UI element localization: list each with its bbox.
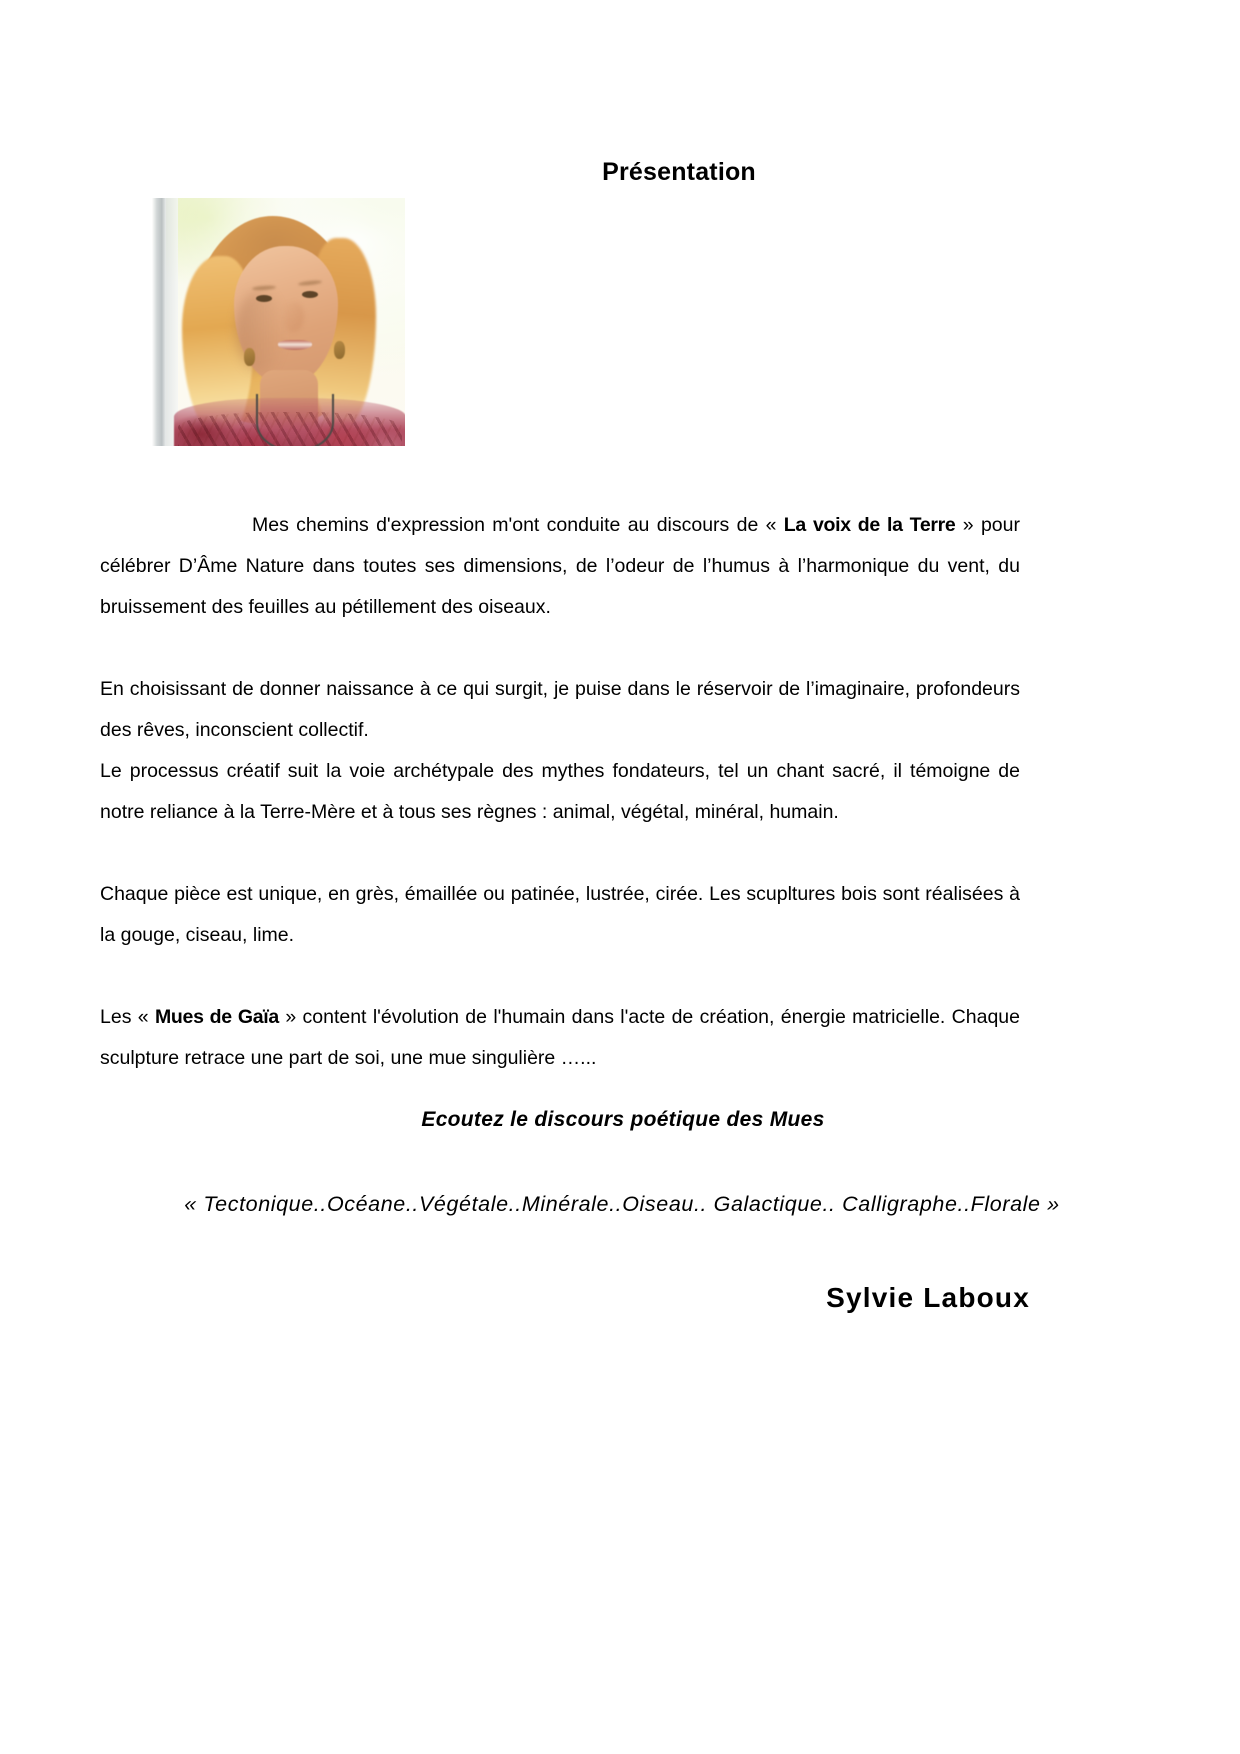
run-text: Les «: [100, 1006, 155, 1028]
signature-name: Sylvie Laboux: [826, 1282, 1030, 1313]
paragraph-spacer: [100, 628, 1020, 669]
emphasis-mues-de-gaia: Mues de Gaïa: [154, 1006, 279, 1028]
paragraph-spacer: [100, 833, 1020, 874]
earring-right: [334, 341, 345, 359]
body-text-block: [100, 505, 1020, 1079]
ecoutez-heading: Ecoutez le discours poétique des Mues: [421, 1108, 825, 1131]
paragraph-intro: [100, 505, 1020, 628]
run-text: Mes chemins d'expression m'ont conduite au discours de «: [252, 514, 784, 536]
emphasis-la-voix-de-la-terre: La voix de la Terre: [783, 514, 956, 536]
portrait-photo-image: [152, 198, 405, 446]
window-frame-strip: [152, 198, 166, 446]
eye-left: [256, 295, 272, 302]
paragraph-processus: [100, 751, 1020, 833]
mouth-shape: [278, 340, 312, 350]
paragraph-spacer: [100, 956, 1020, 997]
run-text: Chaque pièce est unique, en grès, émaillée ou patinée, lustrée, cirée. Les scupltures bois sont réalisées à la gouge, ciseau, lime.: [100, 883, 1020, 946]
poem-line: « Tectonique..Océane..Végétale..Minérale..Oiseau.. Galactique.. Calligraphe..Florale »: [184, 1192, 1060, 1216]
run-text: » content l'évolution de l'humain dans l'acte de création, énergie matricielle. Chaque sculpture retrace une part de soi, une mue singulière …...: [100, 1006, 1020, 1069]
paragraph-mues: [100, 997, 1020, 1079]
necklace-shape: [256, 394, 334, 446]
paragraph-imaginaire: [100, 669, 1020, 751]
eye-right: [302, 291, 318, 298]
page-title: Présentation: [602, 158, 756, 186]
earring-left: [244, 348, 255, 366]
run-text: » pour célébrer D’Âme Nature dans toutes ses dimensions, de l’odeur de l’humus à l’harmonique du vent, du bruissement des feuilles au pétillement des oiseaux.: [100, 514, 1020, 618]
portrait-photo: [152, 198, 405, 446]
paragraph-pieces: [100, 874, 1020, 956]
run-text: Le processus créatif suit la voie archétypale des mythes fondateurs, tel un chant sacré, il témoigne de notre reliance à la Terre-Mère et à tous ses règnes : animal, végétal, minéral, humain.: [100, 760, 1020, 823]
run-text: En choisissant de donner naissance à ce qui surgit, je puise dans le réservoir de l’imaginaire, profondeurs des rêves, inconscient collectif.: [100, 678, 1020, 741]
window-frame-strip-inner: [166, 198, 178, 446]
